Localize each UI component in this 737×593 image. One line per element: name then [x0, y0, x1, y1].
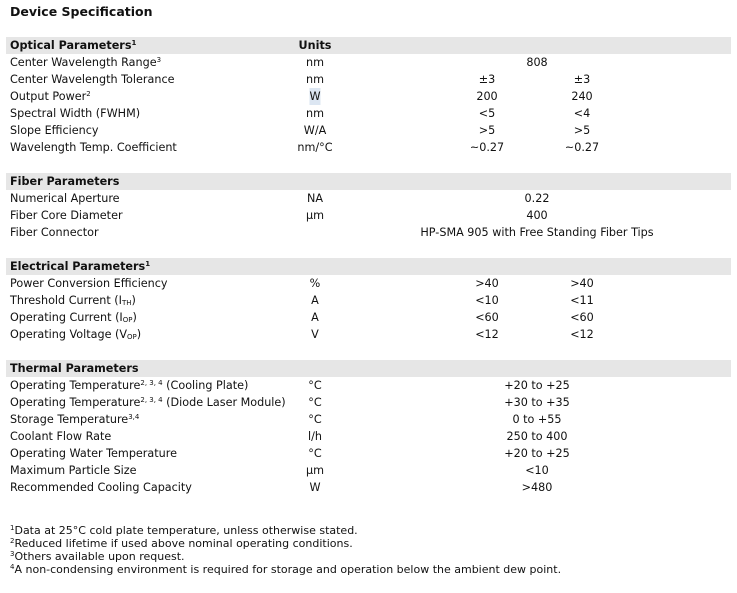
- table-row: [0, 224, 737, 241]
- param-unit: nm: [306, 56, 324, 69]
- param-unit: W: [309, 481, 321, 494]
- table-row: [0, 71, 737, 88]
- param-value: <10: [525, 464, 549, 477]
- table-row: [0, 377, 737, 394]
- param-name-tail: ): [131, 294, 136, 307]
- table-row: [0, 190, 737, 207]
- param-value-2: <4: [573, 107, 591, 120]
- param-name: Recommended Cooling Capacity: [10, 481, 192, 494]
- param-name: Fiber Core Diameter: [10, 209, 123, 222]
- section-title: Fiber Parameters: [10, 175, 120, 188]
- section-title: Optical Parameters: [10, 39, 132, 52]
- param-name: Threshold Current (I: [10, 294, 122, 307]
- param-unit: V: [311, 328, 319, 341]
- param-value-2: ±3: [573, 73, 591, 86]
- param-name: Fiber Connector: [10, 226, 99, 239]
- param-value-2: >40: [570, 277, 594, 290]
- footnote-ref: 3,4: [128, 413, 140, 421]
- param-name: Operating Temperature: [10, 396, 141, 409]
- footnote-mark: 1: [10, 524, 15, 532]
- param-value: 0 to +55: [512, 413, 562, 426]
- param-unit: W: [309, 90, 321, 103]
- param-name: Operating Current (I: [10, 311, 123, 324]
- param-value-2: <11: [570, 294, 594, 307]
- param-value-1: <12: [475, 328, 499, 341]
- param-subscript: OP: [127, 333, 137, 341]
- units-header: Units: [298, 39, 332, 52]
- table-row: [0, 428, 737, 445]
- table-row: [0, 292, 737, 309]
- param-name: Center Wavelength Range: [10, 56, 157, 69]
- footnote: [10, 563, 561, 576]
- param-unit: nm: [306, 107, 324, 120]
- footnote-mark: 2: [10, 537, 15, 545]
- footnote-ref: 2, 3, 4: [140, 396, 163, 404]
- param-name-tail: (Diode Laser Module): [162, 396, 286, 409]
- footnote-mark: 3: [10, 550, 15, 558]
- footnote: [10, 550, 185, 563]
- param-unit: °C: [308, 413, 322, 426]
- footnote-ref: 1: [131, 39, 137, 47]
- param-name: Slope Efficiency: [10, 124, 99, 137]
- param-value-1: 200: [476, 90, 498, 103]
- param-value: +30 to +35: [504, 396, 570, 409]
- param-value-1: ±3: [478, 73, 496, 86]
- footnote: [10, 524, 358, 537]
- param-value-2: <60: [570, 311, 594, 324]
- param-name-tail: ): [136, 328, 142, 341]
- table-row: [0, 207, 737, 224]
- param-name: Operating Water Temperature: [10, 447, 177, 460]
- param-value: 250 to 400: [506, 430, 568, 443]
- table-row: [0, 445, 737, 462]
- section-header-fiber: [0, 173, 737, 190]
- param-name: Output Power: [10, 90, 87, 103]
- param-value: 0.22: [524, 192, 550, 205]
- param-value-1: >5: [478, 124, 496, 137]
- footnote-text: A non-condensing environment is required for storage and operation below the ambient dew point.: [14, 563, 562, 576]
- param-unit: µm: [305, 209, 325, 222]
- footnote-ref: 2: [86, 90, 91, 98]
- table-row: [0, 54, 737, 71]
- param-name: Storage Temperature: [10, 413, 129, 426]
- param-name: Wavelength Temp. Coefficient: [10, 141, 177, 154]
- param-unit: A: [311, 311, 319, 324]
- param-name: Maximum Particle Size: [10, 464, 137, 477]
- param-value-1: <60: [475, 311, 499, 324]
- footnote-text: Others available upon request.: [14, 550, 185, 563]
- param-unit: nm: [306, 73, 324, 86]
- param-name: Operating Voltage (V: [10, 328, 128, 341]
- param-unit: °C: [308, 379, 322, 392]
- footnote-text: Data at 25°C cold plate temperature, unless otherwise stated.: [14, 524, 358, 537]
- param-value: 400: [526, 209, 548, 222]
- param-value-1: >40: [475, 277, 499, 290]
- section-title: Thermal Parameters: [10, 362, 139, 375]
- param-value: >480: [521, 481, 553, 494]
- param-value: +20 to +25: [504, 447, 570, 460]
- param-unit: %: [309, 277, 321, 290]
- footnote-text: Reduced lifetime if used above nominal operating conditions.: [14, 537, 353, 550]
- param-value-1: ~0.27: [469, 141, 505, 154]
- param-value-2: <12: [570, 328, 594, 341]
- param-name: Center Wavelength Tolerance: [10, 73, 175, 86]
- param-value-1: <5: [478, 107, 496, 120]
- param-value-1: <10: [475, 294, 499, 307]
- table-row: [0, 326, 737, 343]
- param-unit: µm: [305, 464, 325, 477]
- param-unit: NA: [306, 192, 324, 205]
- footnote-ref: 2, 3, 4: [140, 379, 163, 387]
- param-unit: A: [311, 294, 319, 307]
- table-row: [0, 411, 737, 428]
- footnote-ref: 1: [145, 260, 151, 268]
- param-value: +20 to +25: [504, 379, 570, 392]
- param-unit: °C: [308, 396, 322, 409]
- footnote: [10, 537, 353, 550]
- param-unit: l/h: [308, 430, 322, 443]
- page-title: Device Specification: [10, 4, 153, 19]
- table-row: [0, 88, 737, 105]
- table-row: [0, 122, 737, 139]
- param-name: Numerical Aperture: [10, 192, 120, 205]
- param-subscript: OP: [122, 316, 133, 324]
- param-name-tail: ): [132, 311, 137, 324]
- param-name-tail: (Cooling Plate): [162, 379, 249, 392]
- table-row: [0, 105, 737, 122]
- table-row: [0, 479, 737, 496]
- param-name: Power Conversion Efficiency: [10, 277, 168, 290]
- footnote-mark: 4: [10, 563, 15, 571]
- param-name: Spectral Width (FWHM): [10, 107, 141, 120]
- table-row: [0, 309, 737, 326]
- param-subscript: TH: [121, 299, 132, 307]
- param-value-2: >5: [573, 124, 591, 137]
- table-row: [0, 394, 737, 411]
- param-unit: nm/°C: [297, 141, 333, 154]
- section-header-optical: [0, 37, 737, 54]
- table-row: [0, 462, 737, 479]
- table-row: [0, 139, 737, 156]
- param-value-2: 240: [571, 90, 593, 103]
- param-unit: W/A: [303, 124, 327, 137]
- param-value-2: ~0.27: [564, 141, 600, 154]
- table-row: [0, 275, 737, 292]
- footnote-ref: 3: [156, 56, 162, 64]
- param-name: Operating Temperature: [10, 379, 141, 392]
- param-name: Coolant Flow Rate: [10, 430, 112, 443]
- param-value: 808: [526, 56, 548, 69]
- param-unit: °C: [308, 447, 322, 460]
- section-title: Electrical Parameters: [10, 260, 146, 273]
- section-header-thermal: [0, 360, 737, 377]
- param-value: HP-SMA 905 with Free Standing Fiber Tips: [420, 226, 654, 239]
- section-header-electrical: [0, 258, 737, 275]
